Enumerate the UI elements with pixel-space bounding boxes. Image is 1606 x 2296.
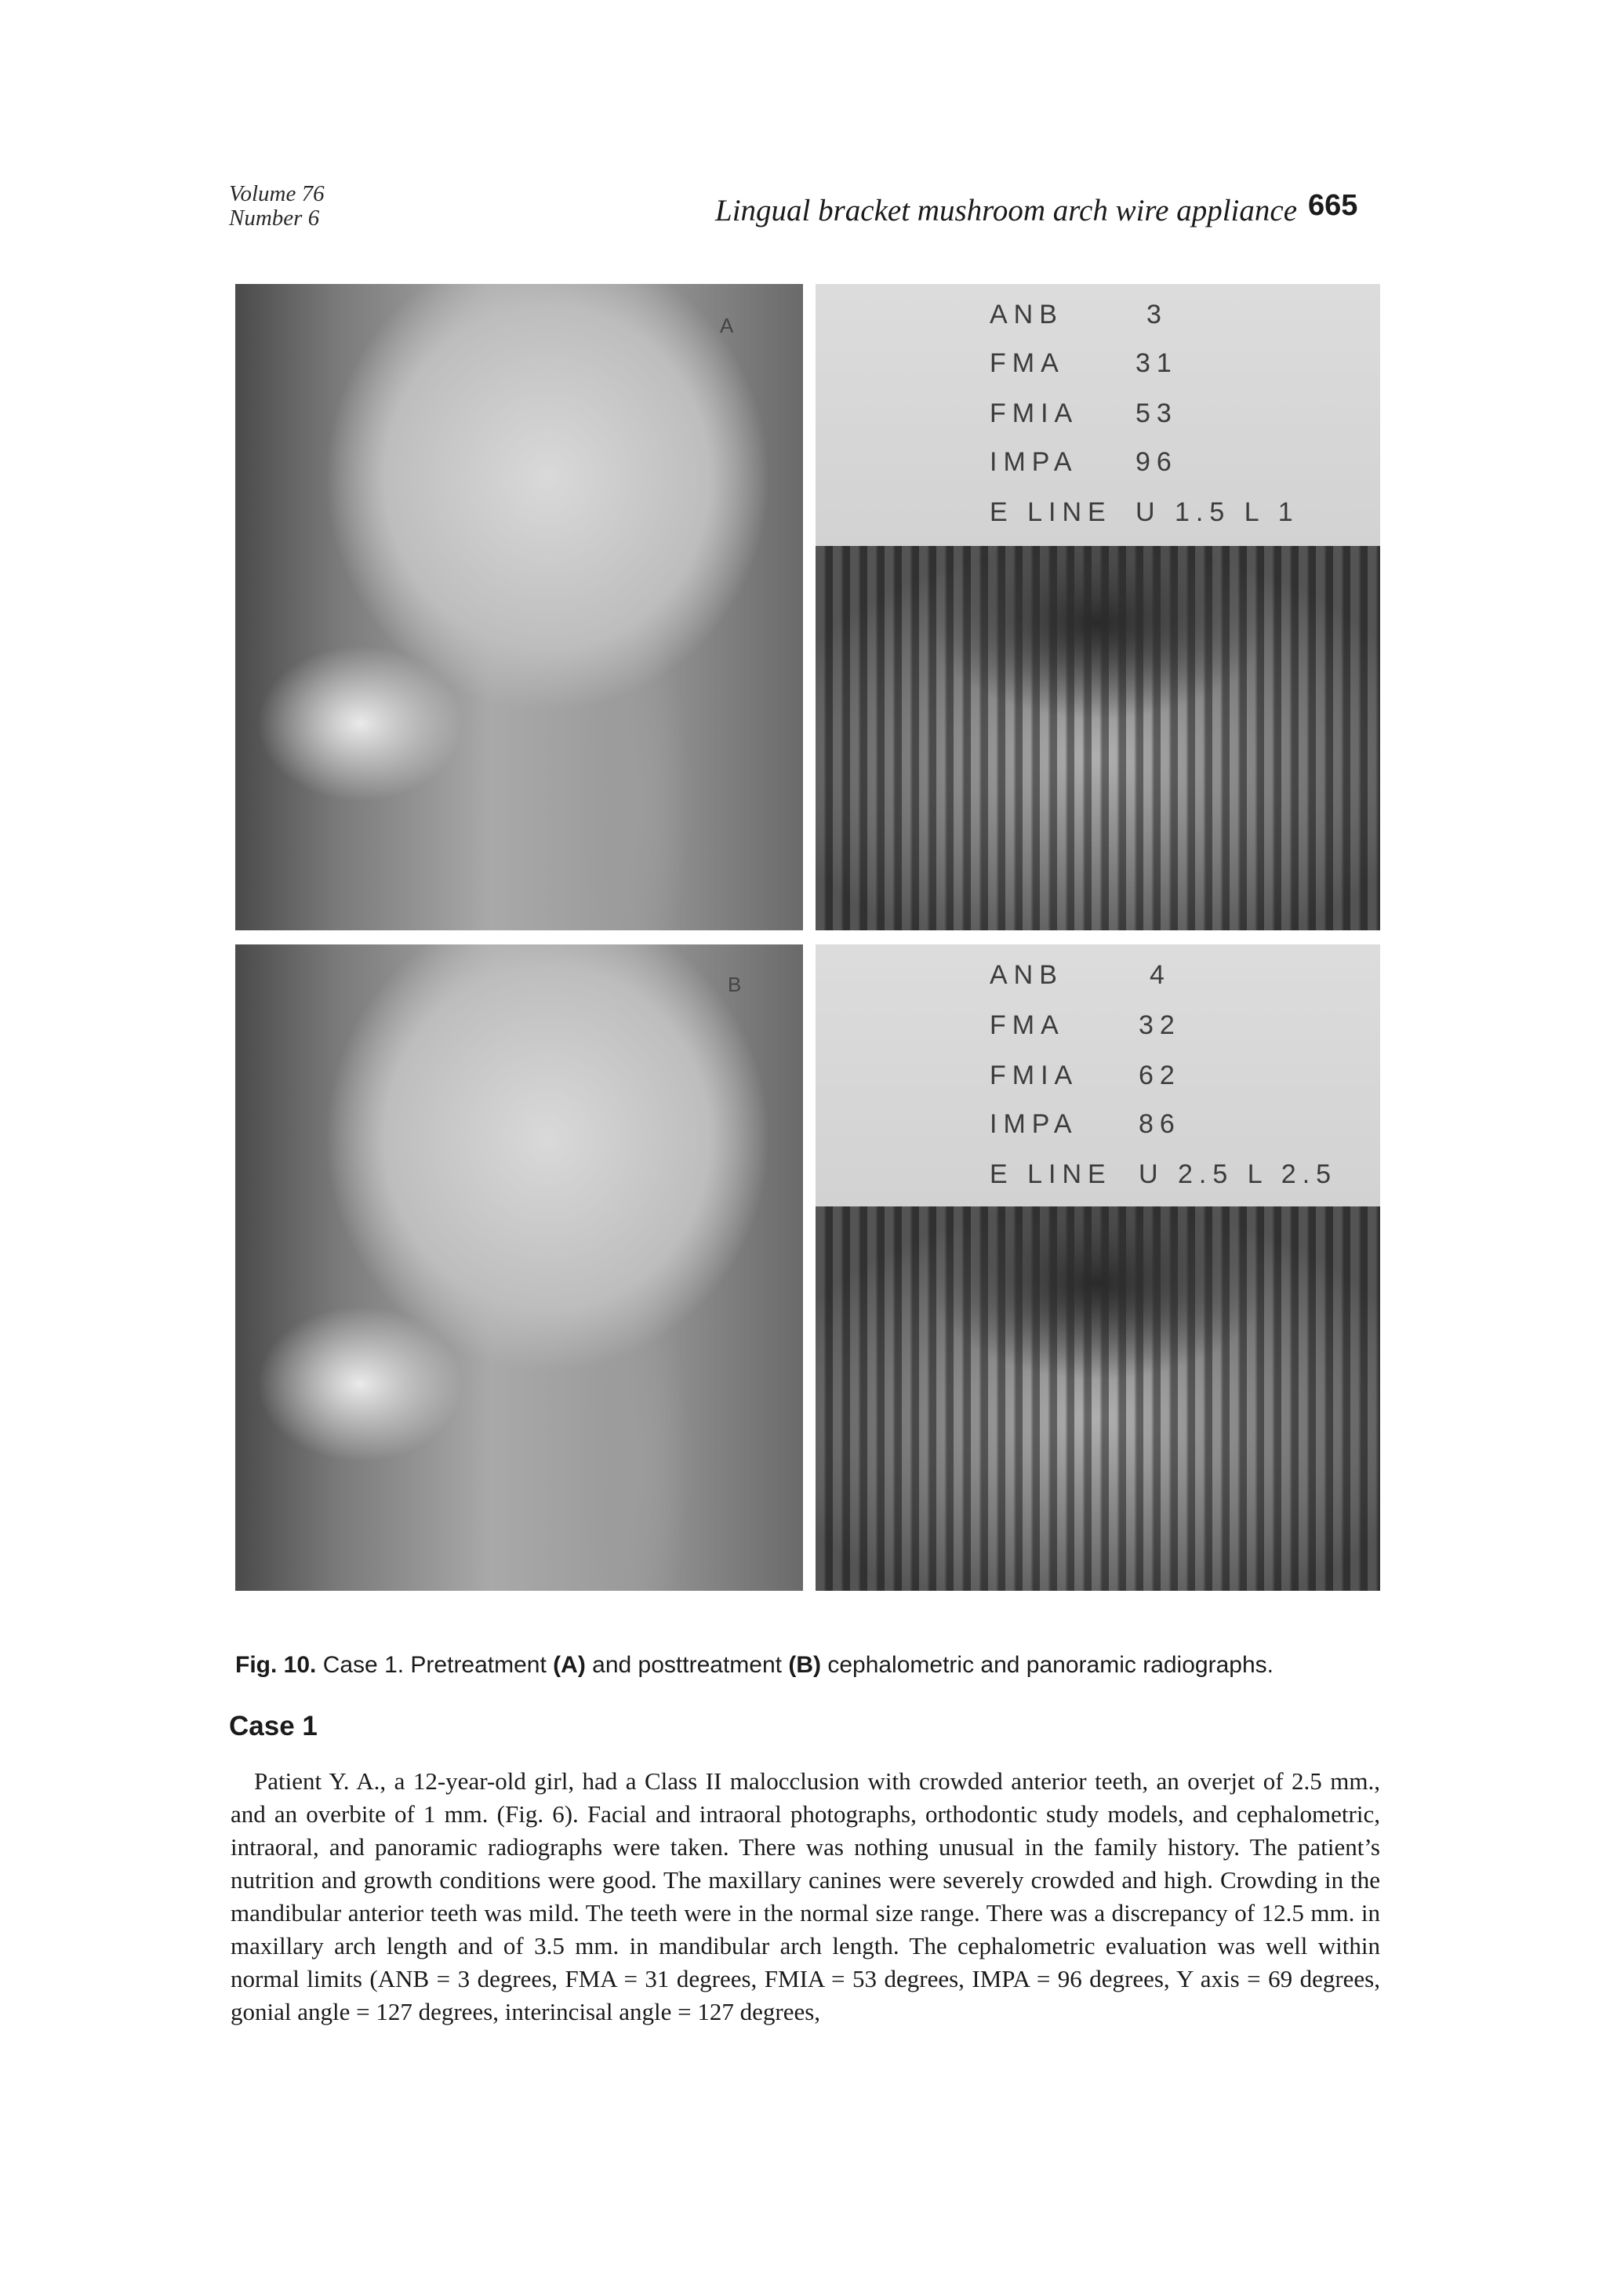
- panoramic-radiograph-a: [816, 546, 1380, 930]
- journal-volume-info: [229, 182, 325, 231]
- cephalometric-values-b: [816, 944, 1380, 1206]
- ceph-radiograph-a: [235, 284, 803, 930]
- section-heading: Case 1: [229, 1711, 318, 1741]
- caption-text: Case 1. Pretreatment: [316, 1652, 554, 1678]
- caption-text: and posttreatment: [585, 1652, 789, 1678]
- measure-value: 3: [1146, 300, 1168, 329]
- measure-label: FMIA: [990, 1061, 1079, 1090]
- measure-value: 53: [1135, 398, 1178, 428]
- measure-value: 32: [1139, 1010, 1181, 1040]
- measure-label: ANB: [990, 300, 1063, 329]
- caption-text: cephalometric and panoramic radiographs.: [820, 1652, 1274, 1678]
- measure-label: FMA: [990, 1010, 1065, 1040]
- measure-label: E LINE: [990, 497, 1112, 527]
- measure-label: E LINE: [990, 1159, 1112, 1189]
- panel-letter-a: A: [720, 314, 734, 337]
- volume-label: Volume 76: [229, 181, 325, 206]
- running-title: Lingual bracket mushroom arch wire appliance: [715, 194, 1298, 227]
- measure-label: ANB: [990, 960, 1063, 990]
- measure-value: 4: [1150, 960, 1171, 990]
- panel-letter-b: B: [728, 973, 742, 996]
- body-paragraph: Patient Y. A., a 12-year-old girl, had a Class II malocclusion with crowded anterior teeth, an overjet of 2.5 mm., and an overbite of 1 mm. (Fig. 6). Facial and intraoral photographs, orthodontic study models, and cephalometric, intraoral, and panoramic radiographs were taken. There was nothing unusual in the family history. The patient’s nutrition and growth conditions were good. The maxillary canines were severely crowded and high. Crowding in the mandibular anterior teeth was mild. The teeth were in the normal size range. There was a discrepancy of 12.5 mm. in maxillary arch length and of 3.5 mm. in mandibular arch length. The cephalometric evaluation was well within normal limits (ANB = 3 degrees, FMA = 31 degrees, FMIA = 53 degrees, IMPA = 96 degrees, Y axis = 69 degrees, gonial angle = 127 degrees, interincisal angle = 127 degrees,: [231, 1767, 1380, 2025]
- number-label: Number 6: [229, 206, 320, 231]
- measure-value: U 1.5 L 1: [1135, 497, 1299, 527]
- panoramic-radiograph-b: [816, 1206, 1380, 1591]
- measure-label: IMPA: [990, 1109, 1078, 1139]
- measure-label: FMIA: [990, 398, 1079, 428]
- measure-value: 31: [1135, 348, 1178, 378]
- measure-value: U 2.5 L 2.5: [1139, 1159, 1338, 1189]
- ceph-radiograph-b: [235, 944, 803, 1591]
- figure-label: Fig. 10.: [235, 1652, 317, 1678]
- caption-panel-b: (B): [788, 1652, 821, 1678]
- measure-label: IMPA: [990, 447, 1078, 477]
- measure-value: 96: [1135, 447, 1178, 477]
- measure-value: 62: [1139, 1061, 1181, 1090]
- measure-label: FMA: [990, 348, 1065, 378]
- cephalometric-values-a: [816, 284, 1380, 546]
- figure-caption: [235, 1652, 1274, 1679]
- figure-10: [235, 284, 1380, 1591]
- measure-value: 86: [1139, 1109, 1181, 1139]
- caption-panel-a: (A): [553, 1652, 586, 1678]
- page-number: 665: [1308, 189, 1358, 222]
